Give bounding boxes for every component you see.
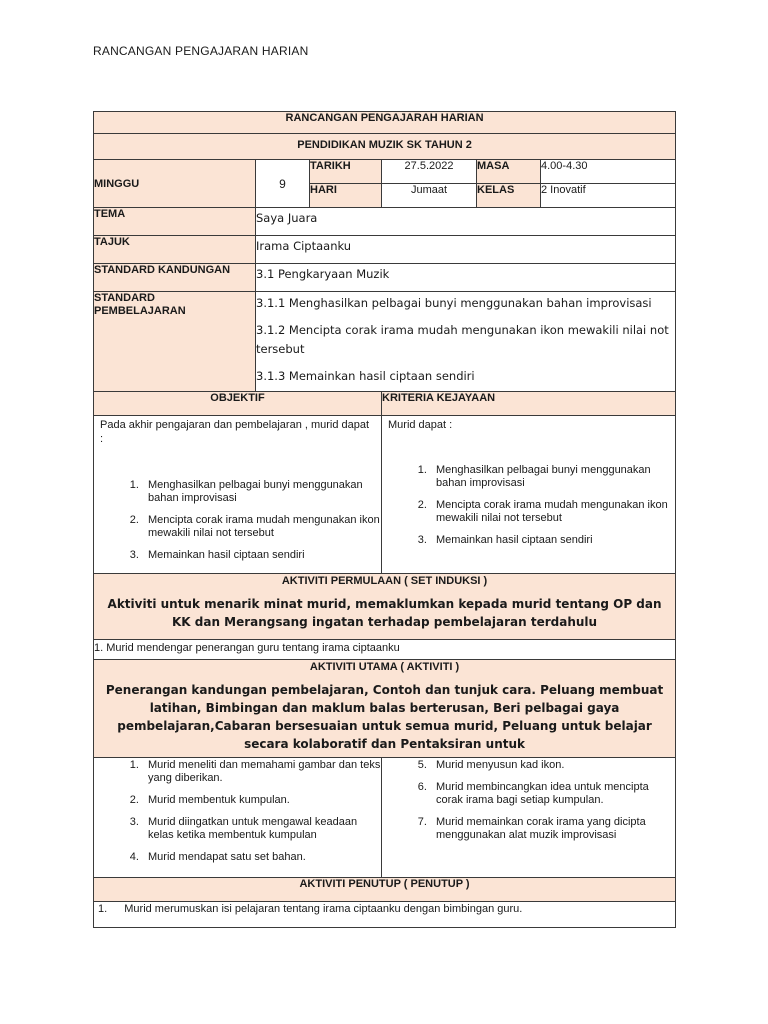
objektif-item: 3. Memainkan hasil ciptaan sendiri	[142, 549, 381, 562]
page-title: RANCANGAN PENGAJARAN HARIAN	[93, 44, 309, 58]
kriteria-item: 3. Memainkan hasil ciptaan sendiri	[430, 534, 675, 547]
sk-label: STANDARD KANDUNGAN	[94, 264, 256, 292]
hari-label: HARI	[310, 184, 382, 208]
tajuk-value: Irama Ciptaanku	[256, 236, 676, 264]
penutup-activity-row	[94, 902, 676, 928]
utama-header: AKTIVITI UTAMA ( AKTIVITI )	[309, 661, 460, 673]
objektif-item: 2. Mencipta corak irama mudah mengunakan ikon mewakili nilai not tersebut	[142, 514, 381, 540]
minggu-value: 9	[256, 160, 310, 208]
objektif-intro: Pada akhir pengajaran dan pembelajaran , murid dapat :	[100, 419, 370, 445]
tema-label: TEMA	[94, 208, 256, 236]
tema-value: Saya Juara	[256, 208, 676, 236]
utama-item: 4. Murid mendapat satu set bahan.	[142, 851, 381, 864]
lesson-plan-table	[93, 111, 676, 928]
permulaan-header: AKTIVITI PERMULAAN ( SET INDUKSI )	[281, 575, 488, 587]
utama-section	[94, 660, 676, 758]
sp-item: 3.1.3 Memainkan hasil ciptaan sendiri	[256, 369, 475, 383]
sp-label-line2: PEMBELAJARAN	[94, 305, 186, 317]
masa-label: MASA	[477, 160, 541, 184]
tajuk-label: TAJUK	[94, 236, 256, 264]
permulaan-desc: Aktiviti untuk menarik minat murid, memaklumkan kepada murid tentang OP dan KK dan Merangsang ingatan terhadap pembelajaran terdahulu	[107, 597, 662, 629]
permulaan-activity: 1. Murid mendengar penerangan guru tentang irama ciptaanku	[94, 640, 676, 660]
permulaan-section	[94, 574, 676, 640]
kriteria-header: KRITERIA KEJAYAAN	[382, 392, 676, 416]
penutup-number: 1.	[98, 903, 108, 915]
penutup-activity: Murid merumuskan isi pelajaran tentang irama ciptaanku dengan bimbingan guru.	[124, 903, 523, 915]
kriteria-item: 2. Mencipta corak irama mudah mengunakan ikon mewakili nilai not tersebut	[430, 499, 675, 525]
kelas-value: 2 Inovatif	[541, 184, 676, 208]
minggu-label: MINGGU	[94, 160, 256, 208]
kelas-label: KELAS	[477, 184, 541, 208]
table-title: RANCANGAN PENGAJARAH HARIAN	[94, 112, 676, 134]
objektif-item: 1. Menghasilkan pelbagai bunyi menggunakan bahan improvisasi	[142, 479, 381, 505]
utama-item: 5. Murid menyusun kad ikon.	[430, 759, 675, 772]
sp-content	[256, 292, 676, 392]
objektif-content	[94, 416, 382, 574]
kriteria-item: 1. Menghasilkan pelbagai bunyi menggunakan bahan improvisasi	[430, 464, 675, 490]
sp-item: 3.1.1 Menghasilkan pelbagai bunyi menggunakan bahan improvisasi	[256, 296, 652, 310]
sp-label	[94, 292, 256, 392]
utama-right	[382, 758, 676, 878]
penutup-header: AKTIVITI PENUTUP ( PENUTUP )	[94, 878, 676, 902]
sp-label-line1: STANDARD	[94, 292, 155, 304]
utama-item: 7. Murid memainkan corak irama yang dicipta menggunakan alat muzik improvisasi	[430, 816, 675, 842]
utama-desc: Penerangan kandungan pembelajaran, Contoh dan tunjuk cara. Peluang membuat latihan, Bimbingan dan maklum balas berterusan, Beri pelbagai gaya pembelajaran,Cabaran bersesuaian untuk semua murid, Peluang untuk belajar secara kolaboratif dan Pentaksiran untuk	[105, 683, 664, 751]
masa-value: 4.00-4.30	[541, 160, 676, 184]
tarikh-value: 27.5.2022	[382, 160, 477, 184]
utama-left	[94, 758, 382, 878]
hari-value: Jumaat	[382, 184, 477, 208]
sk-value: 3.1 Pengkaryaan Muzik	[256, 264, 676, 292]
objektif-header: OBJEKTIF	[94, 392, 382, 416]
utama-item: 1. Murid meneliti dan memahami gambar dan teks yang diberikan.	[142, 759, 381, 785]
utama-item: 2. Murid membentuk kumpulan.	[142, 794, 381, 807]
tarikh-label: TARIKH	[310, 160, 382, 184]
subject-title: PENDIDIKAN MUZIK SK TAHUN 2	[94, 134, 676, 160]
kriteria-intro: Murid dapat :	[388, 419, 453, 431]
utama-item: 6. Murid membincangkan idea untuk mencipta corak irama bagi setiap kumpulan.	[430, 781, 675, 807]
kriteria-content	[382, 416, 676, 574]
utama-item: 3. Murid diingatkan untuk mengawal keadaan kelas ketika membentuk kumpulan	[142, 816, 381, 842]
sp-item: 3.1.2 Mencipta corak irama mudah mengunakan ikon mewakili nilai not tersebut	[256, 323, 669, 356]
